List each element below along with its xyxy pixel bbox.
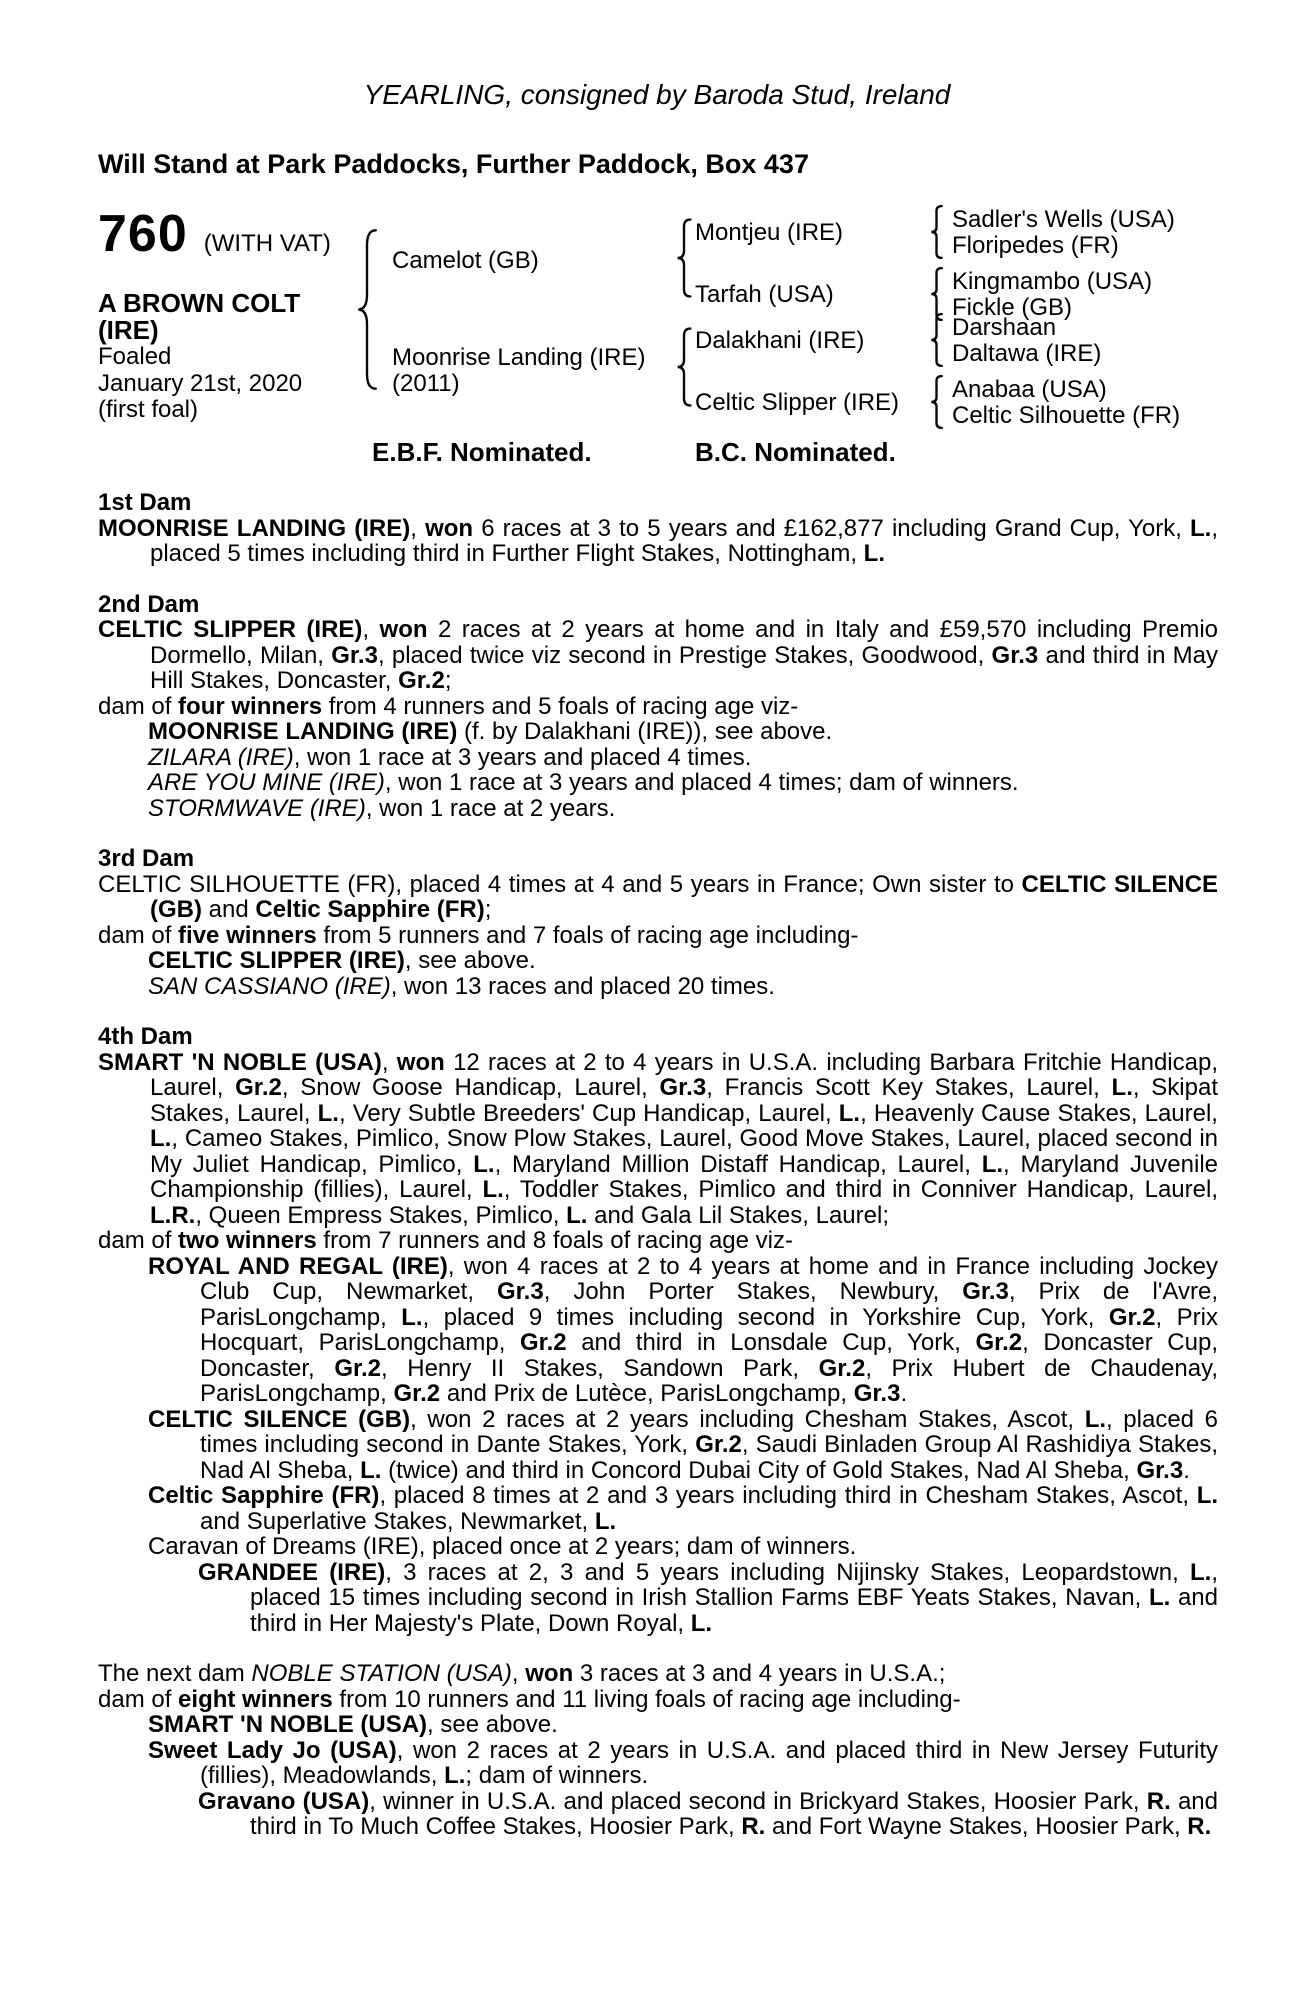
pedigree-paragraph: Sweet Lady Jo (USA), won 2 races at 2 years in U.S.A. and placed third in New Jersey Futurity (fillies), Meadowlands, L.; dam of winners. bbox=[148, 1736, 1218, 1789]
dam-section-heading: 1st Dam bbox=[98, 489, 192, 516]
pedigree-paragraph: ROYAL AND REGAL (IRE), won 4 races at 2 to 4 years at home and in France including Jockey Club Cup, Newmarket, Gr.3, John Porter Stakes, Newbury, Gr.3, Prix de l'Avre, ParisLongchamp, L., placed 9 times including second in Yorkshire Cup, York, Gr.2, Prix Hocquart, ParisLongchamp, Gr.2 and third in Lonsdale Cup, York, Gr.2, Doncaster Cup, Doncaster, Gr.2, Henry II Stakes, Sandown Park, Gr.2, Prix Hubert de Chaudenay, ParisLongchamp, Gr.2 and Prix de Lutèce, ParisLongchamp, Gr.3. bbox=[148, 1252, 1219, 1407]
vat-note: (WITH VAT) bbox=[203, 230, 331, 257]
pedigree-paragraph: Gravano (USA), winner in U.S.A. and placed second in Brickyard Stakes, Hoosier Park, R. and third in To Much Coffee Stakes, Hoosier Park, R. and Fort Wayne Stakes, Hoosier Park, R. bbox=[198, 1787, 1218, 1840]
pedigree-paragraph: Caravan of Dreams (IRE), placed once at 2 years; dam of winners. bbox=[148, 1533, 857, 1560]
pedigree-paragraph: ZILARA (IRE), won 1 race at 3 years and placed 4 times. bbox=[148, 743, 752, 771]
gen3-name: Sadler's Wells (USA) bbox=[952, 206, 1175, 233]
sire-dam: Tarfah (USA) bbox=[695, 281, 834, 308]
dam-section-heading: 3rd Dam bbox=[98, 845, 195, 872]
dam-section bbox=[98, 490, 1218, 567]
pedigree-paragraph: GRANDEE (IRE), 3 races at 2, 3 and 5 years including Nijinsky Stakes, Leopardstown, L., placed 15 times including second in Irish Stallion Farms EBF Yeats Stakes, Navan, L. and third in Her Majesty's Plate, Down Royal, L. bbox=[198, 1558, 1219, 1637]
dam-section bbox=[98, 846, 1218, 999]
gen3-name: Darshaan bbox=[952, 314, 1057, 341]
horse-description bbox=[98, 290, 302, 424]
gen3-name: Kingmambo (USA) bbox=[952, 268, 1153, 295]
dam-section bbox=[98, 1024, 1218, 1636]
dam-section bbox=[98, 592, 1218, 822]
bc-nominated-label: B.C. Nominated. bbox=[695, 437, 896, 467]
pedigree-paragraph: CELTIC SLIPPER (IRE), won 2 races at 2 years at home and in Italy and £59,570 including Premio Dormello, Milan, Gr.3, placed twice viz second in Prestige Stakes, Goodwood, Gr.3 and third in May Hill Stakes, Doncaster, Gr.2; bbox=[98, 616, 1219, 694]
dam-year: (2011) bbox=[392, 370, 460, 397]
stand-location-line: Will Stand at Park Paddocks, Further Paddock, Box 437 bbox=[98, 149, 809, 179]
pedigree-text bbox=[98, 490, 1218, 1840]
ebf-nominated-label: E.B.F. Nominated. bbox=[372, 437, 592, 467]
pedigree-paragraph: STORMWAVE (IRE), won 1 race at 2 years. bbox=[148, 794, 616, 822]
pedigree-paragraph: dam of four winners from 4 runners and 5 foals of racing age viz- bbox=[98, 692, 799, 720]
pedigree-brace bbox=[930, 375, 943, 429]
gen3-name: Anabaa (USA) bbox=[952, 376, 1107, 403]
pedigree-paragraph: MOONRISE LANDING (IRE), won 6 races at 3 to 5 years and £162,877 including Grand Cup, York, L., placed 5 times including third in Further Flight Stakes, Nottingham, L. bbox=[98, 514, 1219, 567]
page-title: YEARLING, consigned by Baroda Stud, Ireland bbox=[363, 79, 951, 110]
pedigree-table bbox=[0, 200, 1314, 470]
pedigree-brace bbox=[930, 313, 943, 367]
pedigree-paragraph: CELTIC SLIPPER (IRE), see above. bbox=[148, 947, 536, 974]
horse-colour-sex: A BROWN COLT bbox=[98, 288, 301, 318]
pedigree-paragraph: MOONRISE LANDING (IRE) (f. by Dalakhani (IRE)), see above. bbox=[148, 718, 833, 745]
dam-section-heading: 4th Dam bbox=[98, 1023, 193, 1050]
gen3-name: Daltawa (IRE) bbox=[952, 340, 1102, 367]
pedigree-brace bbox=[930, 205, 943, 259]
pedigree-paragraph: dam of two winners from 7 runners and 8 foals of racing age viz- bbox=[98, 1227, 793, 1254]
pedigree-paragraph: ARE YOU MINE (IRE), won 1 race at 3 years and placed 4 times; dam of winners. bbox=[148, 769, 1019, 796]
gen3-name: Fickle (GB) bbox=[952, 294, 1072, 321]
pedigree-brace bbox=[356, 227, 378, 392]
gen3-name: Floripedes (FR) bbox=[952, 232, 1119, 259]
dam-sire: Dalakhani (IRE) bbox=[695, 327, 865, 354]
pedigree-paragraph: Celtic Sapphire (FR), placed 8 times at 2 and 3 years including third in Chesham Stakes, Ascot, L. and Superlative Stakes, Newmarket, L. bbox=[148, 1482, 1219, 1535]
foaled-date: January 21st, 2020 bbox=[98, 369, 303, 397]
lot-header bbox=[98, 205, 331, 263]
dam-section bbox=[98, 1661, 1218, 1840]
pedigree-paragraph: CELTIC SILHOUETTE (FR), placed 4 times at 4 and 5 years in France; Own sister to CELTIC SILENCE (GB) and Celtic Sapphire (FR); bbox=[98, 870, 1219, 923]
foal-note: (first foal) bbox=[98, 396, 199, 423]
pedigree-paragraph: SAN CASSIANO (IRE), won 13 races and placed 20 times. bbox=[148, 972, 775, 1000]
horse-country-suffix: (IRE) bbox=[98, 315, 159, 345]
pedigree-paragraph: CELTIC SILENCE (GB), won 2 races at 2 years including Chesham Stakes, Ascot, L., placed 6 times including second in Dante Stakes, York, Gr.2, Saudi Binladen Group Al Rashidiya Stakes, Nad Al Sheba, L. (twice) and third in Concord Dubai City of Gold Stakes, Nad Al Sheba, Gr.3. bbox=[148, 1405, 1219, 1484]
pedigree-brace bbox=[676, 327, 692, 407]
dam-dam: Celtic Slipper (IRE) bbox=[695, 389, 900, 416]
pedigree-paragraph: SMART 'N NOBLE (USA), see above. bbox=[148, 1711, 558, 1738]
pedigree-brace bbox=[676, 218, 692, 298]
dam-name: Moonrise Landing (IRE) bbox=[392, 344, 646, 371]
sire-sire: Montjeu (IRE) bbox=[695, 219, 844, 246]
dam-section-heading: 2nd Dam bbox=[98, 590, 200, 618]
pedigree-paragraph: dam of eight winners from 10 runners and 11 living foals of racing age including- bbox=[98, 1685, 961, 1713]
sire-name: Camelot (GB) bbox=[392, 247, 539, 274]
gen3-name: Celtic Silhouette (FR) bbox=[952, 402, 1181, 429]
lot-number: 760 bbox=[98, 205, 188, 263]
pedigree-paragraph: The next dam NOBLE STATION (USA), won 3 races at 3 and 4 years in U.S.A.; bbox=[98, 1660, 946, 1687]
pedigree-paragraph: SMART 'N NOBLE (USA), won 12 races at 2 to 4 years in U.S.A. including Barbara Fritchie Handicap, Laurel, Gr.2, Snow Goose Handicap, Laurel, Gr.3, Francis Scott Key Stakes, Laurel, L., Skipat Stakes, Laurel, L., Very Subtle Breeders' Cup Handicap, Laurel, L., Heavenly Cause Stakes, Laurel, L., Cameo Stakes, Pimlico, Snow Plow Stakes, Laurel, Good Move Stakes, Laurel, placed second in My Juliet Handicap, Pimlico, L., Maryland Million Distaff Handicap, Laurel, L., Maryland Juvenile Championship (fillies), Laurel, L., Toddler Stakes, Pimlico and third in Conniver Handicap, Laurel, L.R., Queen Empress Stakes, Pimlico, L. and Gala Lil Stakes, Laurel; bbox=[98, 1048, 1219, 1229]
foaled-label: Foaled bbox=[98, 343, 172, 370]
pedigree-paragraph: dam of five winners from 5 runners and 7 foals of racing age including- bbox=[98, 921, 859, 949]
